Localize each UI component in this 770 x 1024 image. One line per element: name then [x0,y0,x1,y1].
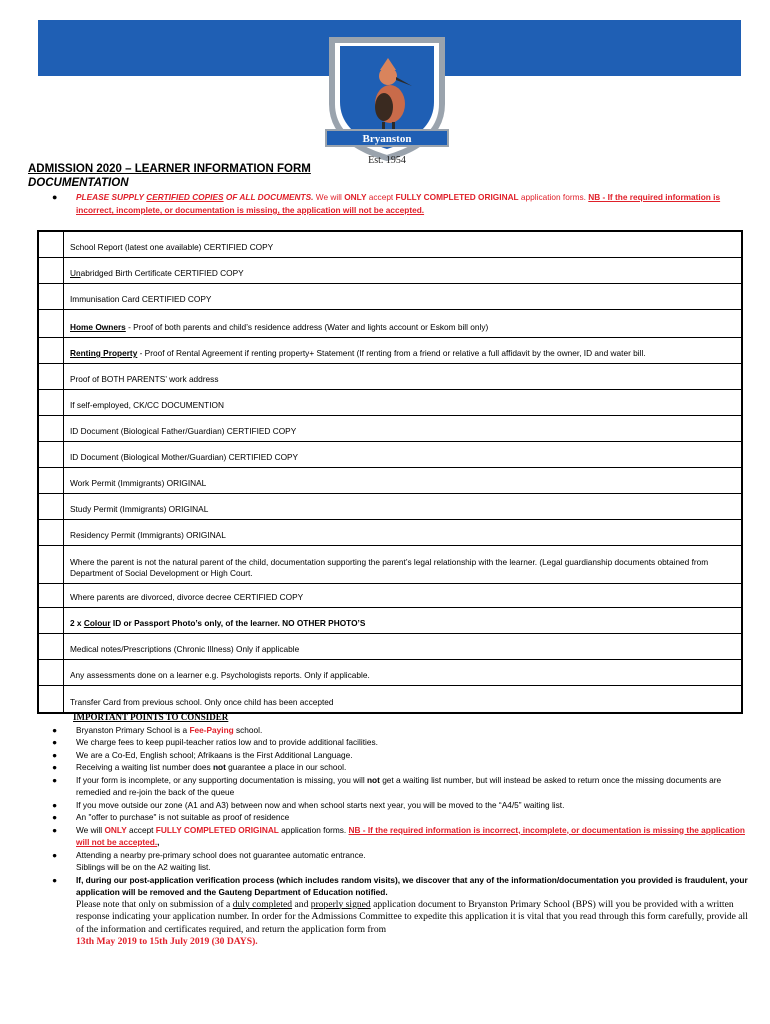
checkbox-cell[interactable] [39,284,64,309]
checkbox-cell[interactable] [39,494,64,519]
checklist-item-label: Immunisation Card CERTIFIED COPY [70,294,212,304]
checkbox-cell[interactable] [39,520,64,545]
important-points [52,711,752,949]
checkbox-cell[interactable] [39,310,64,337]
checklist-row [39,468,741,494]
checklist-row [39,608,741,634]
checkbox-cell[interactable] [39,468,64,493]
checklist-item-label: Any assessments done on a learner e.g. Psychologists reports. Only if applicable. [70,670,370,680]
checklist-item-label: ID Document (Biological Father/Guardian) CERTIFIED COPY [70,426,297,436]
checklist-row [39,660,741,686]
checklist-item-label: Renting Property - Proof of Rental Agreement if renting property+ Statement (If renting from a friend or relative a full affidavit by the owner, ID and water bill. [70,348,646,358]
checkbox-cell[interactable] [39,338,64,363]
crest-school-name: Bryanston [362,133,412,145]
checklist-row [39,546,741,584]
checklist-row [39,258,741,284]
checklist-item-label: Residency Permit (Immigrants) ORIGINAL [70,530,226,540]
checklist-item-label: Proof of BOTH PARENTS’ work address [70,374,219,384]
checklist-row [39,442,741,468]
checkbox-cell[interactable] [39,364,64,389]
checklist-item-label: ID Document (Biological Mother/Guardian) CERTIFIED COPY [70,452,299,462]
list-item: ● Attending a nearby pre-primary school does not guarantee automatic entrance. Siblings will be on the A2 waiting list. [52,849,366,872]
checkbox-cell[interactable] [39,608,64,633]
checklist-item-label: Study Permit (Immigrants) ORIGINAL [70,504,209,514]
checkbox-cell[interactable] [39,584,64,607]
bullet-icon: ● [52,192,58,202]
intro-notice: ● PLEASE SUPPLY CERTIFIED COPIES OF ALL DOCUMENTS. We will ONLY accept FULLY COMPLETED ORIGINAL application forms. NB - If the required information is incorrect, incomplete, or documentation is missing, the application will not be accepted. [52,192,721,215]
checklist-item-label: Work Permit (Immigrants) ORIGINAL [70,478,207,488]
checklist-item-label: Home Owners - Proof of both parents and child’s residence address (Water and lights account or Eskom bill only) [70,322,489,332]
checkbox-cell[interactable] [39,442,64,467]
checkbox-cell[interactable] [39,390,64,415]
checklist-item-label: Medical notes/Prescriptions (Chronic Illness) Only if applicable [70,644,300,654]
school-crest-logo [324,34,450,169]
checkbox-cell[interactable] [39,232,64,257]
list-item: ● If, during our post-application verification process (which includes random visits), we discover that any of the information/documentation you provided is fraudulent, your application will be removed and the Gauteng Department of Education notified. [52,874,748,897]
form-title: ADMISSION 2020 – LEARNER INFORMATION FORM [28,163,311,175]
checklist-item-label: School Report (latest one available) CERTIFIED COPY [70,242,274,252]
checkbox-cell[interactable] [39,258,64,283]
list-item: ● An "offer to purchase" is not suitable as proof of residence [52,812,290,822]
checklist-row [39,584,741,608]
submission-note: Please note that only on submission of a duly completed and properly signed application document to Bryanston Primary School (BPS) will you be provided with a written response indicating your application number. In order for the Admissions Committee to expedite this application it is vital that you read through this form carefully, provide all of the information and certificates required, and return the application form from [76,898,748,935]
checkbox-cell[interactable] [39,686,64,712]
checklist-row [39,338,741,364]
checklist-row [39,310,741,338]
checkbox-cell[interactable] [39,634,64,659]
form-section-title: DOCUMENTATION [28,177,129,189]
list-item: ● We will ONLY accept FULLY COMPLETED ORIGINAL application forms. NB - If the required information is incorrect, incomplete, or documentation is missing the application will not be accepted., [52,824,745,847]
list-item: ● If you move outside our zone (A1 and A3) between now and when school starts next year, you will be moved to the “A4/5” waiting list. [52,799,565,810]
checklist-row [39,520,741,546]
checklist-row [39,364,741,390]
checkbox-cell[interactable] [39,660,64,685]
crest-established: Est. 1954 [368,155,406,166]
checklist-row [39,416,741,442]
checklist-item-label: Where parents are divorced, divorce decree CERTIFIED COPY [70,592,304,602]
checklist-item-label: 2 x Colour ID or Passport Photo’s only, of the learner. NO OTHER PHOTO’S [70,618,366,628]
checklist-item-label: Unabridged Birth Certificate CERTIFIED COPY [70,268,244,278]
points-heading: IMPORTANT POINTS TO CONSIDER [73,712,229,722]
checklist-item-label: Transfer Card from previous school. Only once child has been accepted [70,697,334,707]
checklist-row [39,686,741,712]
list-item: ● We charge fees to keep pupil-teacher ratios low and to provide additional facilities. [52,737,378,747]
list-item: ● If your form is incomplete, or any supporting documentation is missing, you will not get a waiting list number, but will instead be asked to return once the missing documents are remedied and re-join the back of the queue [52,774,722,797]
checkbox-cell[interactable] [39,546,64,583]
list-item: ● We are a Co-Ed, English school; Afrikaans is the First Additional Language. [52,749,353,760]
checklist-item-label: Where the parent is not the natural parent of the child, documentation supporting the parent’s legal relationship with the learner. (Legal guardianship documents obtained from Department of Social Development or High Court. [70,557,709,578]
checklist-row [39,232,741,258]
submission-dates: 13th May 2019 to 15th July 2019 (30 DAYS). [76,936,258,947]
checklist-row [39,634,741,660]
list-item: ● Receiving a waiting list number does not guarantee a place in our school. [52,762,347,772]
list-item: ● Bryanston Primary School is a Fee-Paying school. [52,724,263,735]
checklist-row [39,390,741,416]
checkbox-cell[interactable] [39,416,64,441]
documents-checklist [37,230,743,714]
checklist-row [39,284,741,310]
checklist-row [39,494,741,520]
checklist-item-label: If self-employed, CK/CC DOCUMENTION [70,400,224,410]
